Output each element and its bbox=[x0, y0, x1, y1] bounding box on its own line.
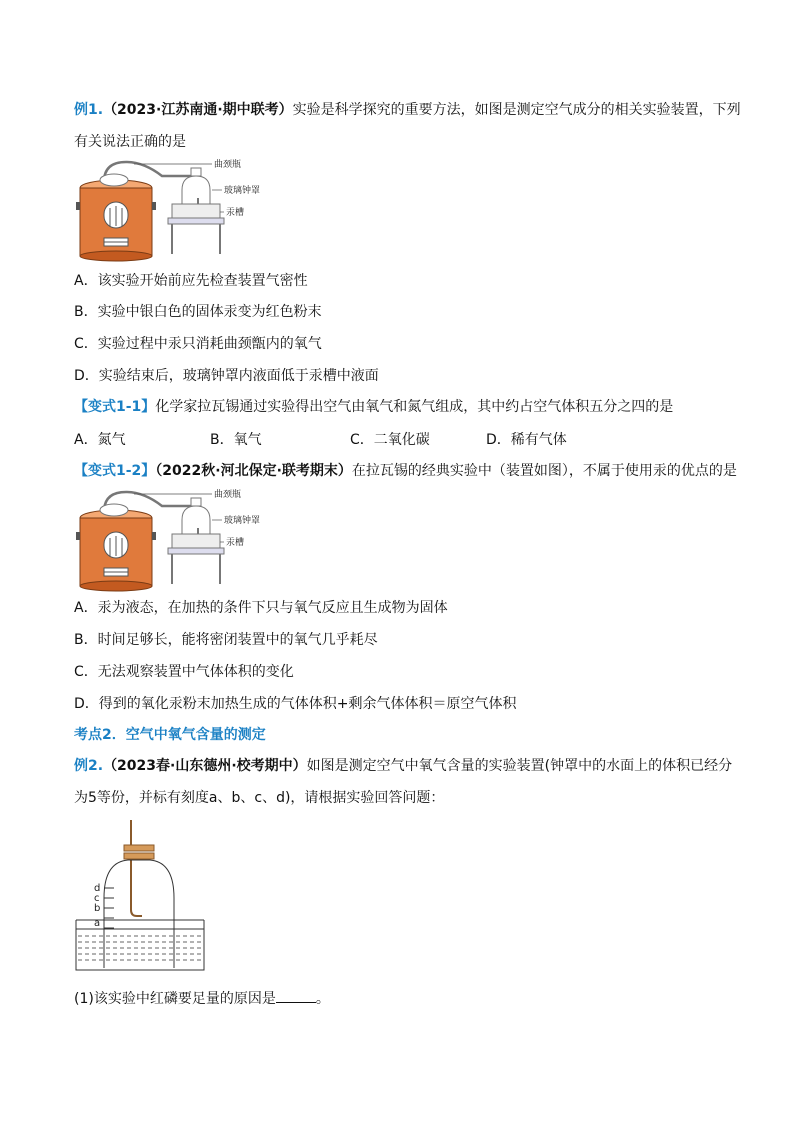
furnace bbox=[76, 510, 156, 591]
ex2-q1-end: 。 bbox=[315, 991, 330, 1007]
ex1-apparatus-figure bbox=[74, 158, 274, 262]
ex2-stem-text: 如图是测定空气中氧气含量的实验装置(钟罩中的水面上的体积已经分 bbox=[306, 758, 733, 774]
scale-mark-d: d bbox=[94, 883, 101, 894]
var11-label: 【变式1-1】 bbox=[74, 399, 156, 415]
var12-option-b: B．时间足够长，能将密闭装置中的氧气几乎耗尽 bbox=[74, 632, 378, 648]
ex2-label: 例2. bbox=[74, 758, 104, 774]
furnace bbox=[76, 180, 156, 261]
ex2-apparatus-figure bbox=[74, 818, 214, 974]
scale-marks bbox=[104, 888, 114, 928]
var11-option-a: A．氮气 bbox=[74, 432, 126, 448]
var11-stem-text: 化学家拉瓦锡通过实验得出空气由氧气和氮气组成，其中约占空气体积五分之四的是 bbox=[155, 399, 674, 415]
ex2-source: （2023春·山东德州·校考期中） bbox=[103, 758, 307, 774]
var11-option-c: C．二氧化碳 bbox=[350, 432, 430, 448]
mercury-trough bbox=[172, 204, 220, 218]
ex2-stem-line1 bbox=[74, 756, 732, 776]
ex2-q1 bbox=[74, 988, 330, 1009]
ex2-stem-line2: 为5等份，并标有刻度a、b、c、d)，请根据实验回答问题： bbox=[74, 790, 445, 806]
ex1-label: 例1. bbox=[74, 102, 104, 118]
scale-mark-a: a bbox=[94, 918, 101, 929]
var11-option-d: D．稀有气体 bbox=[486, 432, 567, 448]
var11-option-b: B．氧气 bbox=[210, 432, 262, 448]
var12-option-d: D．得到的氧化汞粉末加热生成的气体体积+剩余气体体积＝原空气体积 bbox=[74, 696, 517, 712]
fig2-label-belljar: 玻璃钟罩 bbox=[224, 516, 261, 526]
var12-apparatus-figure bbox=[74, 488, 274, 592]
ex1-option-a: A．该实验开始前应先检查装置气密性 bbox=[74, 273, 308, 289]
water-surface bbox=[78, 936, 202, 960]
section2-title: 考点2．空气中氧气含量的测定 bbox=[74, 727, 266, 743]
ex1-option-b: B．实验中银白色的固体汞变为红色粉末 bbox=[74, 304, 322, 320]
var12-label: 【变式1-2】 bbox=[74, 463, 156, 479]
var12-option-c: C．无法观察装置中气体体积的变化 bbox=[74, 664, 294, 680]
var12-stem-text: 在拉瓦锡的经典实验中（装置如图），不属于使用汞的优点的是 bbox=[351, 463, 737, 479]
var12-source: （2022秋·河北保定·联考期末） bbox=[155, 463, 352, 479]
answer-blank[interactable] bbox=[276, 988, 316, 1003]
ex1-source: （2023·江苏南通·期中联考） bbox=[103, 102, 293, 118]
ex1-stem-line2: 有关说法正确的是 bbox=[74, 134, 186, 150]
var12-option-a: A．汞为液态，在加热的条件下只与氧气反应且生成物为固体 bbox=[74, 600, 448, 616]
ex1-option-d: D．实验结束后，玻璃钟罩内液面低于汞槽中液面 bbox=[74, 368, 379, 384]
ex1-option-c: C．实验过程中汞只消耗曲颈甑内的氧气 bbox=[74, 336, 322, 352]
fig1-label-flask: 曲颈瓶 bbox=[214, 160, 242, 170]
ex1-stem-text: 实验是科学探究的重要方法，如图是测定空气成分的相关实验装置，下列 bbox=[292, 102, 741, 118]
fig2-label-flask: 曲颈瓶 bbox=[214, 490, 242, 500]
fig1-label-belljar: 玻璃钟罩 bbox=[224, 186, 261, 196]
ex2-q1-text: (1)该实验中红磷要足量的原因是 bbox=[74, 991, 276, 1007]
var11-options bbox=[74, 430, 714, 450]
fig2-label-trough: 汞槽 bbox=[226, 538, 245, 548]
var11-stem bbox=[74, 397, 673, 417]
var12-stem bbox=[74, 461, 737, 481]
scale-mark-b: b bbox=[94, 903, 101, 914]
ex1-stem-line1 bbox=[74, 100, 741, 120]
scale-mark-c: c bbox=[94, 893, 100, 904]
mercury-trough bbox=[172, 534, 220, 548]
fig1-label-trough: 汞槽 bbox=[226, 208, 245, 218]
